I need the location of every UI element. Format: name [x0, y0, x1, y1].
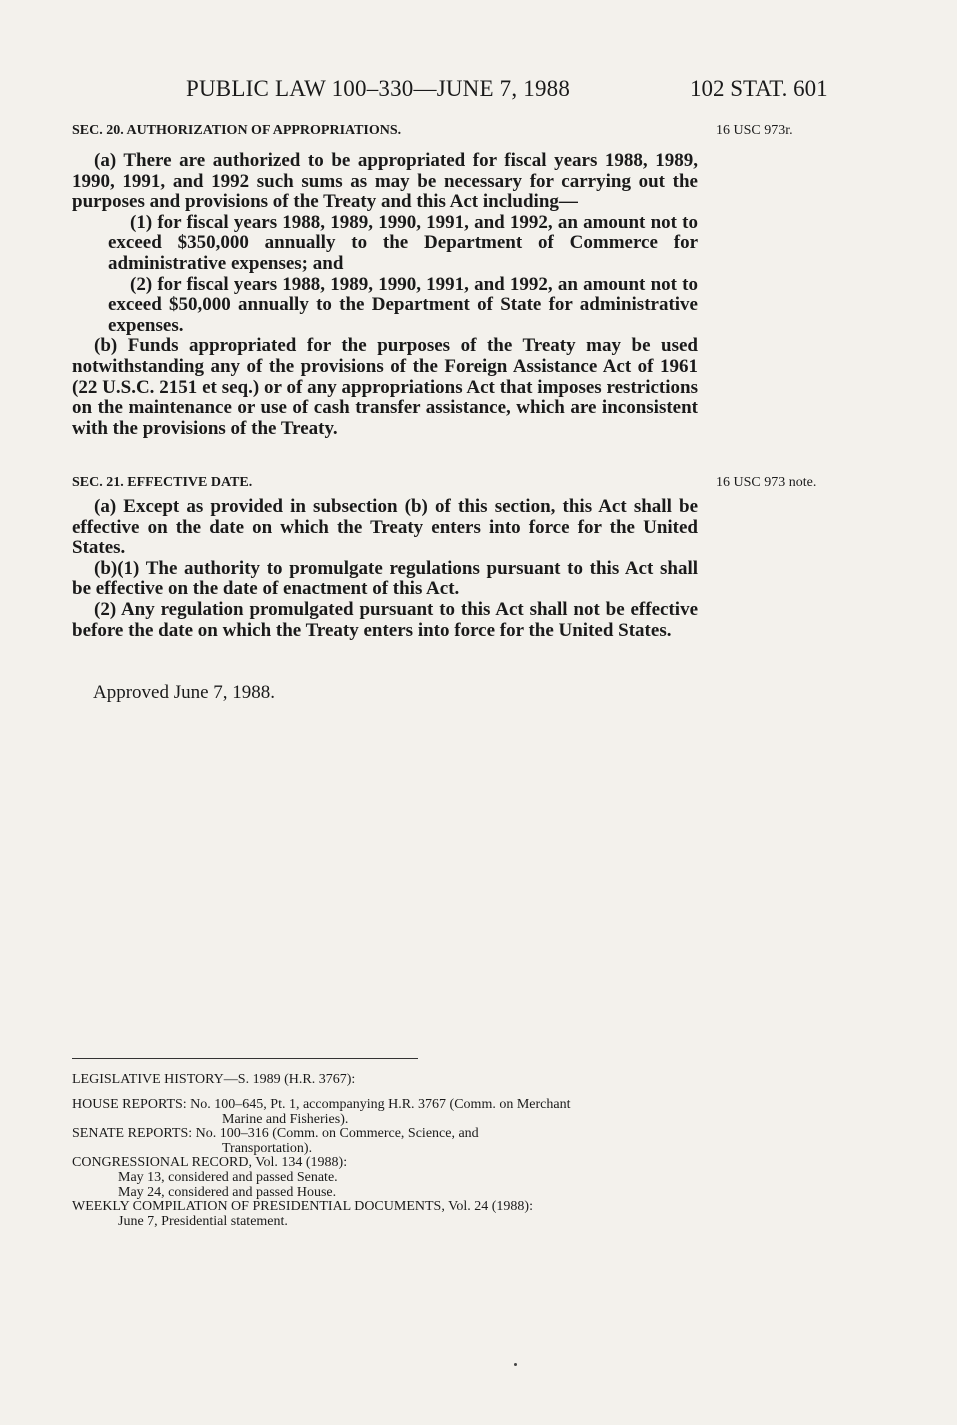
- running-header-title: PUBLIC LAW 100–330—JUNE 7, 1988: [186, 76, 571, 101]
- legislative-history-title: LEGISLATIVE HISTORY—S. 1989 (H.R. 3767):: [72, 1072, 356, 1087]
- history-line: May 13, considered and passed Senate.: [118, 1169, 338, 1185]
- history-line: CONGRESSIONAL RECORD, Vol. 134 (1988):: [72, 1155, 348, 1171]
- legislative-history-list: [72, 1098, 712, 1229]
- sec-20-margin-note: 16 USC 973r.: [716, 123, 793, 138]
- sec-20-body: [72, 151, 698, 439]
- sec-20-item-1: (1) for fiscal years 1988, 1989, 1990, 1991, and 1992, an amount not to exceed $350,000 annually to the Department of Commerce for administrative expenses; and: [108, 211, 698, 274]
- sec-20-heading: SEC. 20. AUTHORIZATION OF APPROPRIATIONS.: [72, 123, 402, 138]
- history-line: Marine and Fisheries).: [222, 1111, 349, 1127]
- history-line: June 7, Presidential statement.: [118, 1213, 288, 1229]
- history-line: Transportation).: [222, 1140, 313, 1156]
- sec-20-subsection-b: (b) Funds appropriated for the purposes of the Treaty may be used notwithstanding any of the provisions of the Foreign Assistance Act of 1961 (22 U.S.C. 2151 et seq.) or of any appropriations Act that imposes restrictions on the maintenance or use of cash transfer assistance, which are inconsistent with the provisions of the Treaty.: [72, 335, 698, 439]
- history-line: WEEKLY COMPILATION OF PRESIDENTIAL DOCUMENTS, Vol. 24 (1988):: [72, 1199, 533, 1215]
- history-line: May 24, considered and passed House.: [118, 1184, 337, 1200]
- sec-21-subsection-b1: (b)(1) The authority to promulgate regulations pursuant to this Act shall be effective on the date of enactment of this Act.: [72, 557, 698, 600]
- history-line: SENATE REPORTS: No. 100–316 (Comm. on Commerce, Science, and: [72, 1126, 479, 1142]
- sec-21-subsection-2: (2) Any regulation promulgated pursuant to this Act shall not be effective before the date on which the Treaty enters into force for the United States.: [72, 598, 698, 641]
- sec-21-subsection-a: (a) Except as provided in subsection (b) of this section, this Act shall be effective on the date on which the Treaty enters into force for the United States.: [72, 496, 698, 559]
- sec-20-item-2: (2) for fiscal years 1988, 1989, 1990, 1991, and 1992, an amount not to exceed $50,000 annually to the Department of State for administrative expenses.: [108, 273, 698, 336]
- footnote-divider: [72, 1058, 418, 1059]
- history-line: HOUSE REPORTS: No. 100–645, Pt. 1, accompanying H.R. 3767 (Comm. on Merchant: [72, 1097, 571, 1112]
- scan-speck: [514, 1363, 517, 1366]
- sec-21-heading: SEC. 21. EFFECTIVE DATE.: [72, 475, 253, 490]
- approval-line: Approved June 7, 1988.: [93, 682, 276, 703]
- running-header-page-number: 102 STAT. 601: [690, 76, 828, 101]
- sec-21-body: [72, 497, 698, 641]
- sec-21-margin-note: 16 USC 973 note.: [716, 475, 817, 490]
- sec-20-subsection-a: (a) There are authorized to be appropriated for fiscal years 1988, 1989, 1990, 1991, and 1992 such sums as may be necessary for carrying out the purposes and provisions of the Treaty and this Act including—: [72, 150, 698, 213]
